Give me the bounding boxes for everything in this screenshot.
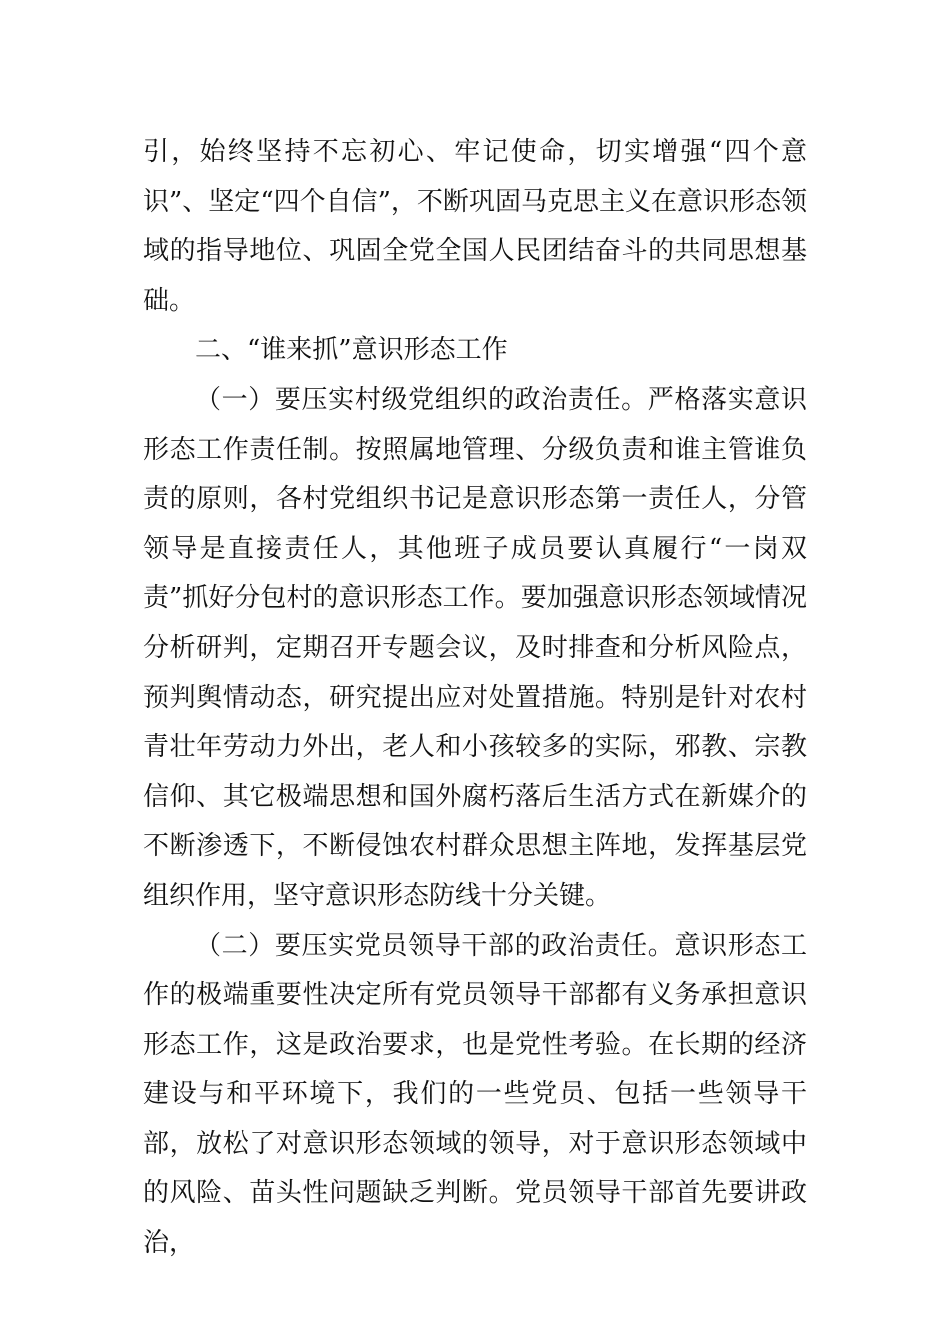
document-body (143, 128, 807, 1269)
paragraph-village-party-responsibility: （一）要压实村级党组织的政治责任。严格落实意识形态工作责任制。按照属地管理、分级负责和谁主管谁负责的原则，各村党组织书记是意识形态第一责任人，分管领导是直接责任人，其他班子成员要认真履行“一岗双责”抓好分包村的意识形态工作。要加强意识形态领域情况分析研判，定期召开专题会议，及时排查和分析风险点，预判舆情动态，研究提出应对处置措施。特别是针对农村青壮年劳动力外出，老人和小孩较多的实际，邪教、宗教信仰、其它极端思想和国外腐朽落后生活方式在新媒介的不断渗透下，不断侵蚀农村群众思想主阵地，发挥基层党组织作用，坚守意识形态防线十分关键。 (143, 384, 807, 911)
paragraph-continuation: 引，始终坚持不忘初心、牢记使命，切实增强“四个意识”、坚定“四个自信”，不断巩固马克思主义在意识形态领域的指导地位、巩固全党全国人民团结奋斗的共同思想基础。 (143, 137, 807, 316)
section-heading: 二、“谁来抓”意识形态工作 (195, 335, 508, 366)
paragraph-cadre-responsibility: （二）要压实党员领导干部的政治责任。意识形态工作的极端重要性决定所有党员领导干部都有义务承担意识形态工作，这是政治要求，也是党性考验。在长期的经济建设与和平环境下，我们的一些党员、包括一些领导干部，放松了对意识形态领域的领导，对于意识形态领域中的风险、苗头性问题缺乏判断。党员领导干部首先要讲政治， (143, 930, 807, 1259)
